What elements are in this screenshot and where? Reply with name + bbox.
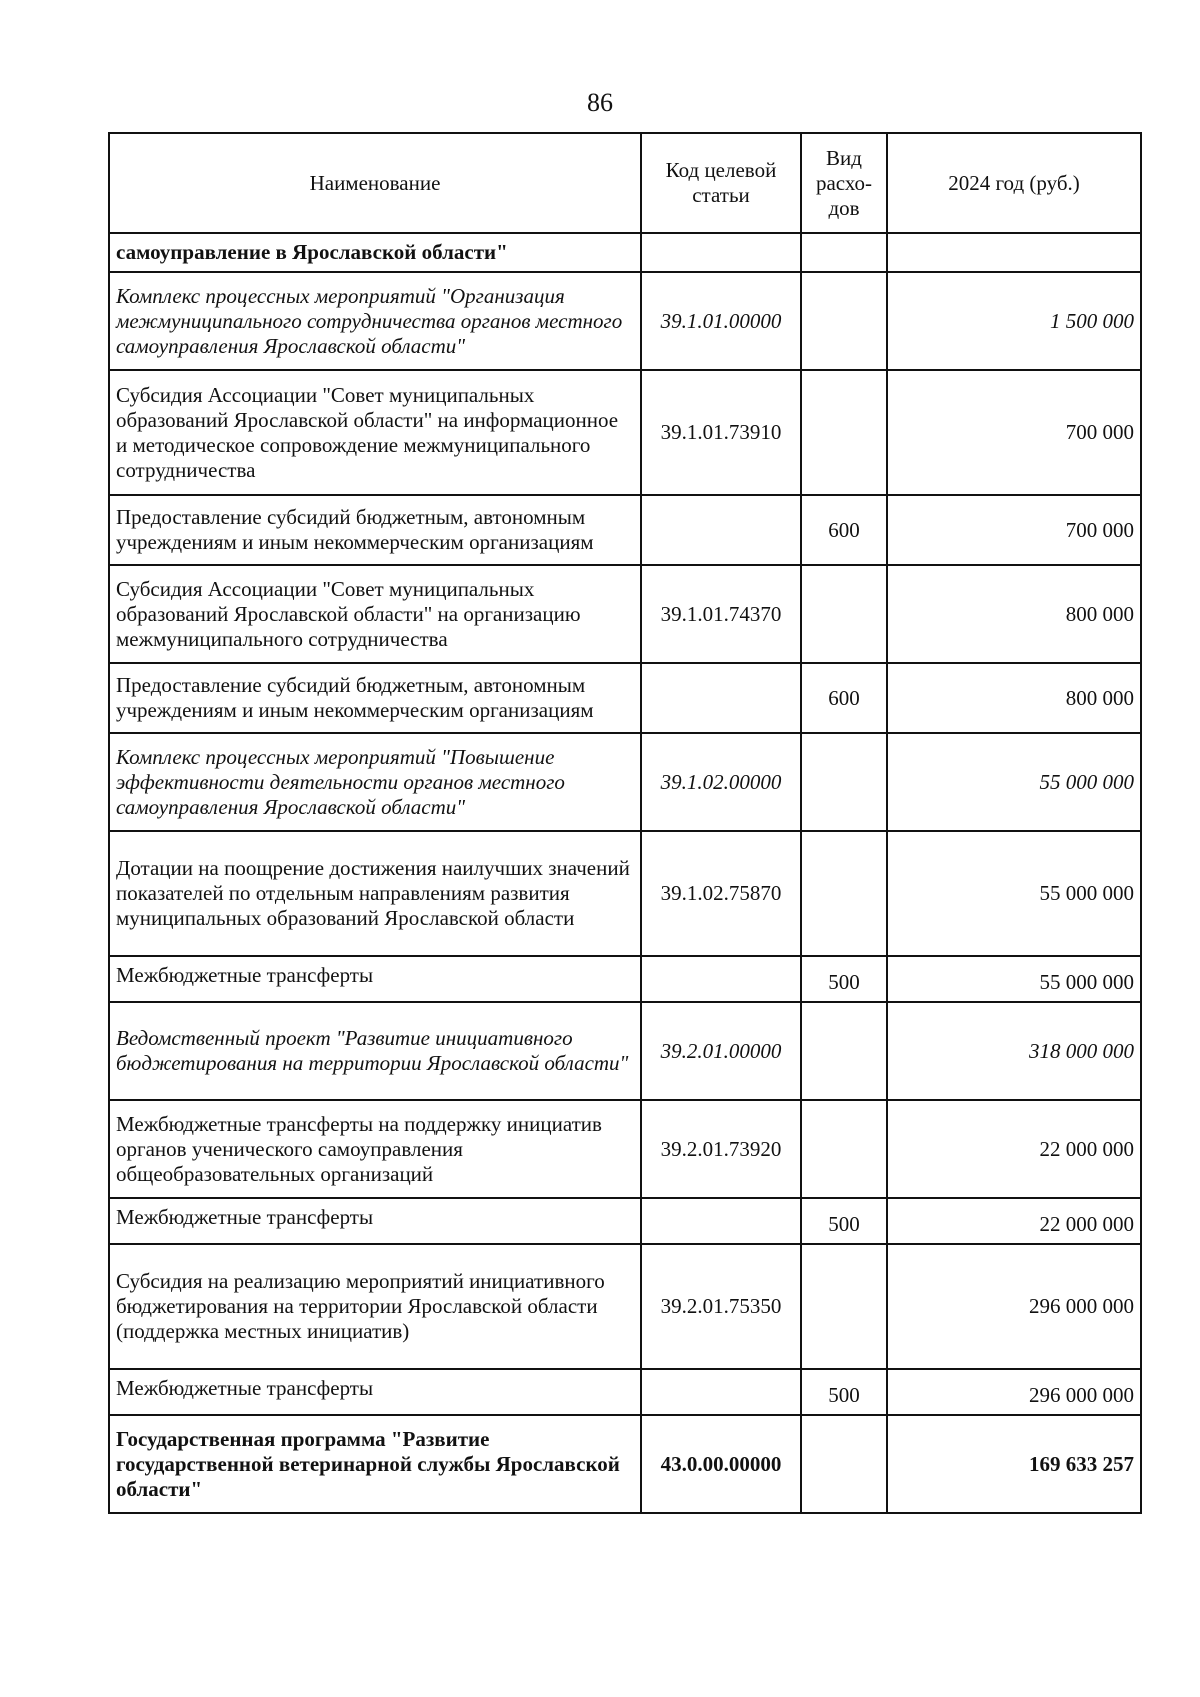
- row-name: Комплекс процессных мероприятий "Организация межмуниципального сотрудничества органов местного самоуправления Ярославской области": [109, 272, 641, 370]
- row-expense-type: [801, 233, 887, 272]
- row-expense-type: [801, 1100, 887, 1198]
- row-name: Комплекс процессных мероприятий "Повышение эффективности деятельности органов местного самоуправления Ярославской области": [109, 733, 641, 831]
- row-expense-type: 500: [801, 1198, 887, 1244]
- row-expense-type: [801, 831, 887, 956]
- row-name: Дотации на поощрение достижения наилучших значений показателей по отдельным направлениям развития муниципальных образований Ярославской области: [109, 831, 641, 956]
- table-row: [109, 733, 1141, 831]
- row-amount: 55 000 000: [887, 956, 1141, 1002]
- table-header-row: [109, 133, 1141, 233]
- table-row: [109, 272, 1141, 370]
- row-expense-type: [801, 370, 887, 495]
- row-code: 39.1.01.74370: [641, 565, 801, 663]
- table-row: [109, 370, 1141, 495]
- table-row: [109, 956, 1141, 1002]
- row-code: 43.0.00.00000: [641, 1415, 801, 1513]
- table-row: [109, 1100, 1141, 1198]
- row-code: [641, 1198, 801, 1244]
- row-code: 39.2.01.00000: [641, 1002, 801, 1100]
- budget-table: [108, 132, 1142, 1514]
- row-code: [641, 956, 801, 1002]
- row-amount: 22 000 000: [887, 1100, 1141, 1198]
- row-name: самоуправление в Ярославской области": [109, 233, 641, 272]
- row-expense-type: 500: [801, 1369, 887, 1415]
- row-code: 39.1.02.00000: [641, 733, 801, 831]
- table-row: [109, 831, 1141, 956]
- row-amount: 296 000 000: [887, 1369, 1141, 1415]
- row-name: Ведомственный проект "Развитие инициативного бюджетирования на территории Ярославской области": [109, 1002, 641, 1100]
- header-code: Код целевой статьи: [641, 133, 801, 233]
- row-name: Субсидия на реализацию мероприятий инициативного бюджетирования на территории Ярославской области (поддержка местных инициатив): [109, 1244, 641, 1369]
- row-name: Предоставление субсидий бюджетным, автономным учреждениям и иным некоммерческим организациям: [109, 663, 641, 733]
- row-expense-type: 500: [801, 956, 887, 1002]
- row-name: Государственная программа "Развитие государственной ветеринарной службы Ярославской области": [109, 1415, 641, 1513]
- row-amount: 22 000 000: [887, 1198, 1141, 1244]
- page-number: 86: [587, 88, 613, 117]
- row-amount: 55 000 000: [887, 831, 1141, 956]
- row-amount: [887, 233, 1141, 272]
- row-name: Межбюджетные трансферты: [109, 1369, 641, 1415]
- header-name: Наименование: [109, 133, 641, 233]
- table-row: [109, 1002, 1141, 1100]
- row-amount: 1 500 000: [887, 272, 1141, 370]
- row-amount: 55 000 000: [887, 733, 1141, 831]
- table-row: [109, 495, 1141, 565]
- table-row: [109, 233, 1141, 272]
- row-expense-type: [801, 565, 887, 663]
- row-name: Межбюджетные трансферты: [109, 956, 641, 1002]
- row-name: Межбюджетные трансферты на поддержку инициатив органов ученического самоуправления общеобразовательных организаций: [109, 1100, 641, 1198]
- row-amount: 800 000: [887, 663, 1141, 733]
- table-row: [109, 1244, 1141, 1369]
- table-row: [109, 565, 1141, 663]
- row-name: Субсидия Ассоциации "Совет муниципальных образований Ярославской области" на организацию межмуниципального сотрудничества: [109, 565, 641, 663]
- table-row: [109, 1369, 1141, 1415]
- row-expense-type: [801, 1244, 887, 1369]
- row-amount: 318 000 000: [887, 1002, 1141, 1100]
- table-row: [109, 1415, 1141, 1513]
- row-name: Предоставление субсидий бюджетным, автономным учреждениям и иным некоммерческим организациям: [109, 495, 641, 565]
- row-code: 39.1.02.75870: [641, 831, 801, 956]
- table-row: [109, 663, 1141, 733]
- row-amount: 296 000 000: [887, 1244, 1141, 1369]
- row-code: 39.1.01.73910: [641, 370, 801, 495]
- row-code: [641, 1369, 801, 1415]
- row-expense-type: [801, 1002, 887, 1100]
- row-amount: 700 000: [887, 495, 1141, 565]
- row-expense-type: [801, 272, 887, 370]
- row-code: [641, 663, 801, 733]
- table-row: [109, 1198, 1141, 1244]
- header-type: Вид расхо-дов: [801, 133, 887, 233]
- header-amount: 2024 год (руб.): [887, 133, 1141, 233]
- row-code: [641, 233, 801, 272]
- row-code: 39.2.01.75350: [641, 1244, 801, 1369]
- row-code: [641, 495, 801, 565]
- row-name: Межбюджетные трансферты: [109, 1198, 641, 1244]
- row-expense-type: [801, 1415, 887, 1513]
- row-amount: 700 000: [887, 370, 1141, 495]
- row-expense-type: [801, 733, 887, 831]
- row-code: 39.1.01.00000: [641, 272, 801, 370]
- row-code: 39.2.01.73920: [641, 1100, 801, 1198]
- row-expense-type: 600: [801, 495, 887, 565]
- row-amount: 800 000: [887, 565, 1141, 663]
- row-expense-type: 600: [801, 663, 887, 733]
- row-amount: 169 633 257: [887, 1415, 1141, 1513]
- row-name: Субсидия Ассоциации "Совет муниципальных образований Ярославской области" на информационное и методическое сопровождение межмуниципального сотрудничества: [109, 370, 641, 495]
